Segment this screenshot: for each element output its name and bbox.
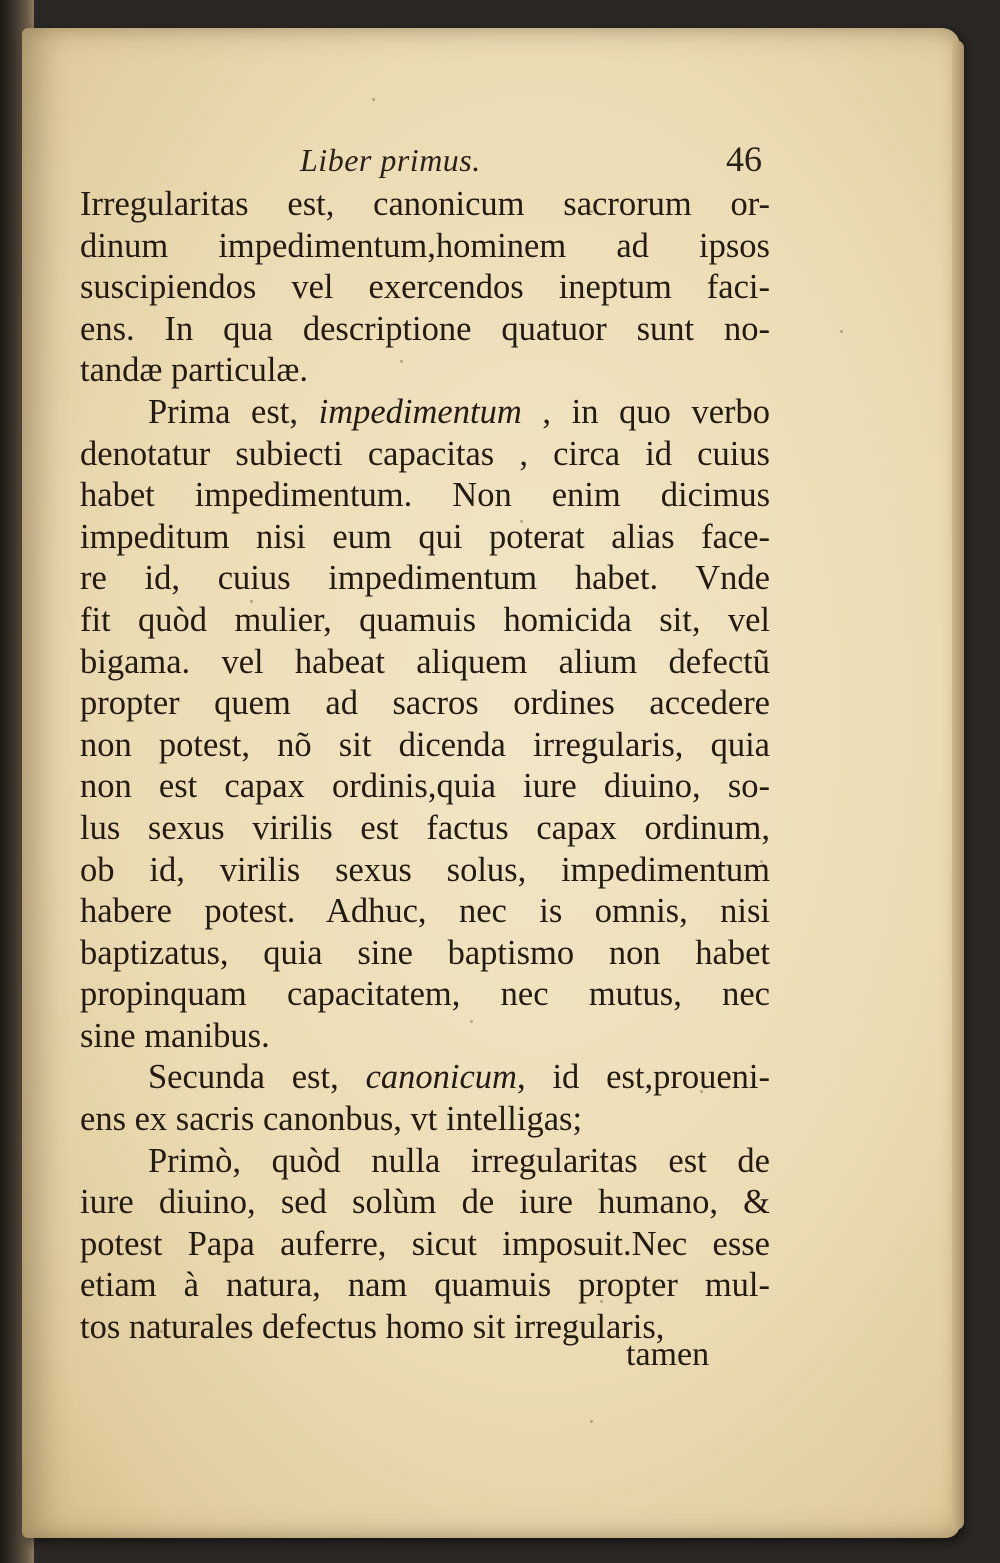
text-line: iure diuino, sed solùm de iure humano, & [80, 1183, 770, 1222]
text-line: ens ex sacris canonbus, vt intelligas; [80, 1100, 583, 1139]
paper-speck [330, 1240, 333, 1243]
text-line: habere potest. Adhuc, nec is omnis, nisi [80, 892, 770, 931]
text-line: fit quòd mulier, quamuis homicida sit, vel [80, 600, 770, 639]
text-line: dinum impedimentum,hominem ad ipsos [80, 226, 770, 265]
italic-term: canonicum [365, 1058, 517, 1097]
text-line: habet impedimentum. Non enim dicimus [80, 476, 770, 515]
text-line: bigama. vel habeat aliquem alium defectũ [80, 642, 770, 681]
text-line: ens. In qua descriptione quatuor sunt no- [80, 309, 770, 348]
text-line: impeditum nisi eum qui poterat alias face- [80, 517, 770, 556]
paper-speck [520, 520, 523, 523]
paper-speck [600, 1300, 603, 1303]
text-line: lus sexus virilis est factus capax ordinum, [80, 808, 770, 847]
text-line: tandæ particulæ. [80, 351, 309, 390]
text-line: potest Papa auferre, sicut imposuit.Nec esse [80, 1224, 770, 1263]
paper-speck [590, 210, 593, 213]
text-line: propter quem ad sacros ordines accedere [80, 684, 770, 723]
text-line: non potest, nõ sit dicenda irregularis, quia [80, 725, 770, 764]
text-line: sine manibus. [80, 1016, 270, 1055]
paper-speck [250, 600, 253, 603]
catchword: tamen [626, 1336, 710, 1373]
text-line: Prima est, impedimentum , in quo verbo [148, 392, 771, 431]
running-title: Liber primus. [300, 142, 481, 178]
text-line: etiam à natura, nam quamuis propter mul- [80, 1266, 770, 1305]
text-line: baptizatus, quia sine baptismo non habet [80, 933, 770, 972]
text-line: suscipiendos vel exercendos ineptum faci- [80, 268, 770, 307]
paper-speck [590, 1420, 593, 1423]
text-line: denotatur subiecti capacitas , circa id cuius [80, 434, 770, 473]
text-line: Secunda est, canonicum, id est,proueni- [148, 1058, 770, 1097]
text-line: non est capax ordinis,quia iure diuino, so- [80, 767, 770, 806]
paper-speck [372, 98, 375, 101]
text-line: Irregularitas est, canonicum sacrorum or- [80, 185, 770, 223]
text-line: tos naturales defectus homo sit irregularis, [80, 1308, 665, 1347]
folio-number: 46 [726, 139, 762, 179]
paper-speck [840, 330, 843, 333]
text-line: re id, cuius impedimentum habet. Vnde [80, 559, 770, 598]
italic-term: impedimentum [318, 392, 522, 431]
paper-speck [700, 1090, 703, 1093]
paper-speck [400, 360, 403, 363]
paper-speck [760, 860, 763, 863]
paper-speck [160, 1330, 163, 1333]
text-line: Primò, quòd nulla irregularitas est de [148, 1141, 770, 1180]
paper-speck [470, 1020, 473, 1023]
page-edge [952, 40, 964, 1530]
text-line: ob id, virilis sexus solus, impedimentum [80, 850, 770, 889]
text-line: propinquam capacitatem, nec mutus, nec [80, 975, 770, 1014]
body-text [80, 184, 770, 1349]
running-head [80, 138, 770, 188]
